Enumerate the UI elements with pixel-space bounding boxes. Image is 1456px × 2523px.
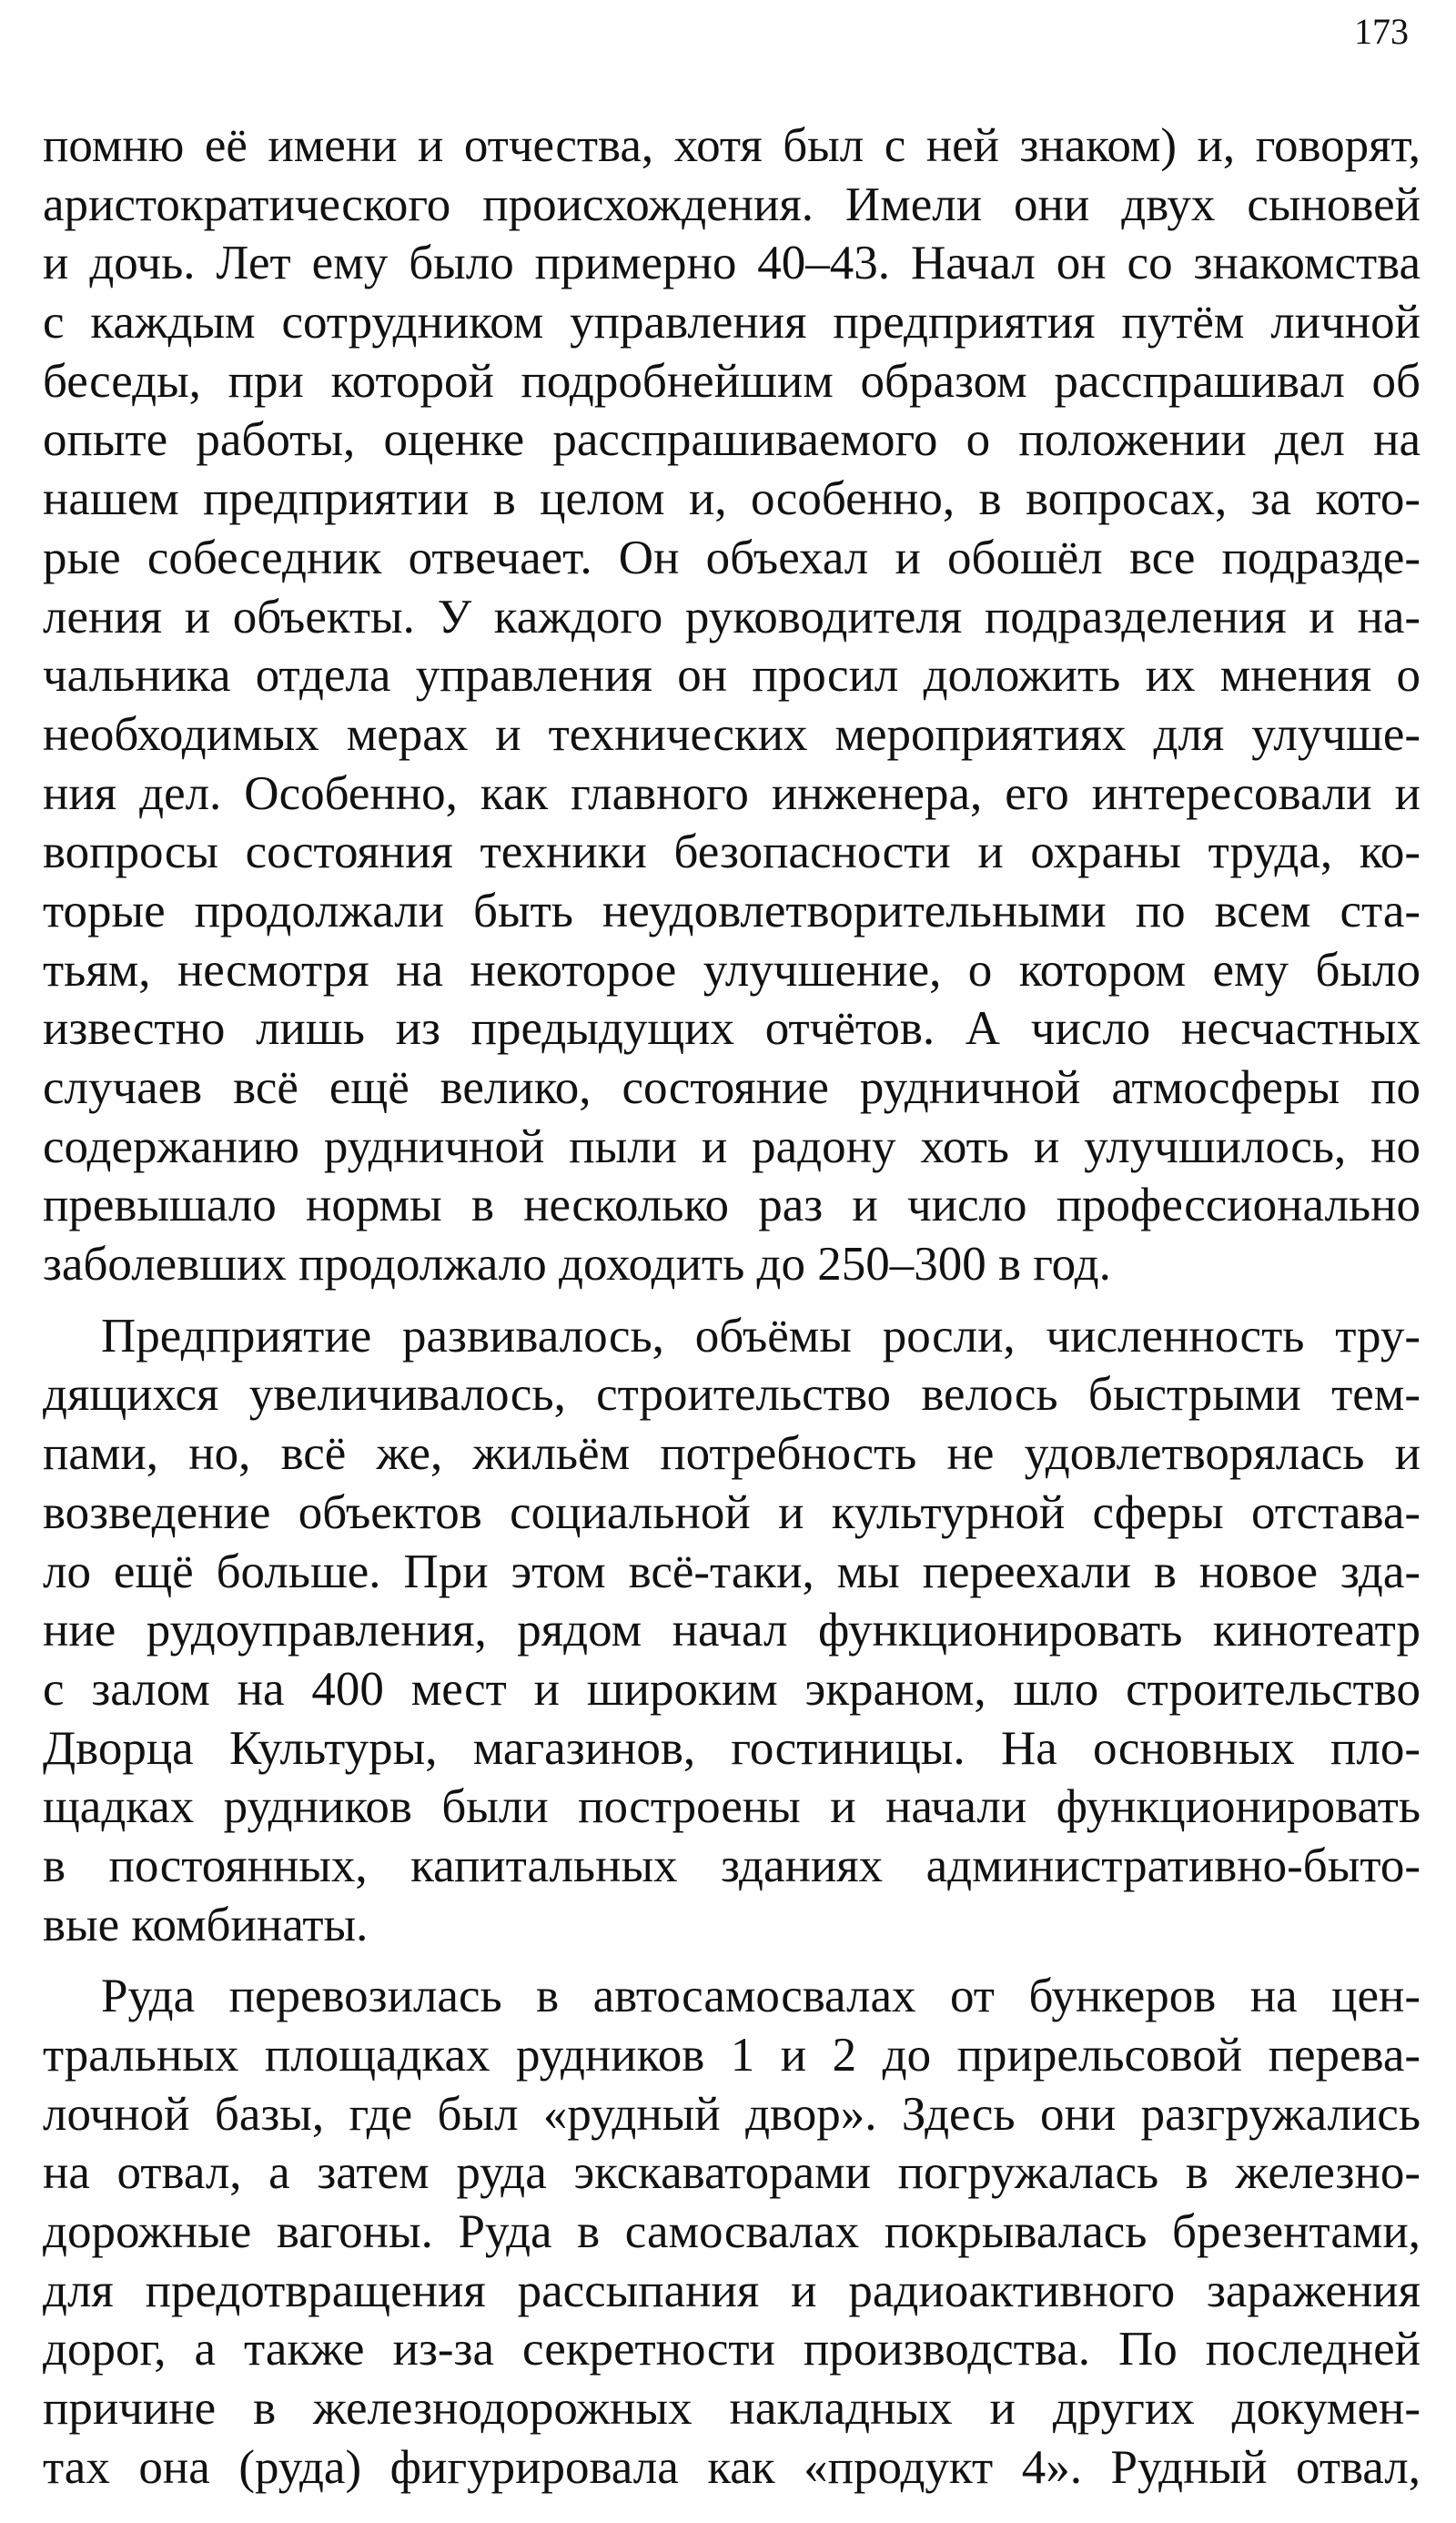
paragraph-3 xyxy=(43,1967,1421,2497)
text-line: известно лишь из предыдущих отчётов. А число несчастных xyxy=(43,1002,1421,1056)
paragraph-1 xyxy=(43,117,1421,1294)
text-line: и дочь. Лет ему было примерно 40–43. Начал он со знакомства xyxy=(43,237,1421,290)
text-line: Предприятие развивалось, объёмы росли, численность тру- xyxy=(101,1309,1421,1363)
text-line: дорог, а также из-за секретности производства. По последней xyxy=(43,2323,1421,2376)
text-line: причине в железнодорожных накладных и других докумен- xyxy=(43,2382,1421,2436)
text-line: содержанию рудничной пыли и радону хоть и улучшилось, но xyxy=(43,1120,1421,1173)
text-line: чальника отдела управления он просил доложить их мнения о xyxy=(43,649,1421,703)
text-line: заболевших продолжало доходить до 250–300 в год. xyxy=(43,1238,1111,1292)
text-line: с залом на 400 мест и широким экраном, шло строительство xyxy=(43,1662,1421,1716)
text-line: на отвал, а затем руда экскаваторами погружалась в железно- xyxy=(43,2146,1421,2200)
text-line: в постоянных, капитальных зданиях административно-быто- xyxy=(43,1839,1421,1892)
text-line: дящихся увеличивалось, строительство велось быстрыми тем- xyxy=(43,1368,1421,1422)
text-line: опыте работы, оценке расспрашиваемого о положении дел на xyxy=(43,413,1421,467)
text-line: возведение объектов социальной и культурной сферы отстава- xyxy=(43,1485,1421,1539)
text-line: с каждым сотрудником управления предприятия путём личной xyxy=(43,296,1421,350)
text-line: для предотвращения рассыпания и радиоактивного заражения xyxy=(43,2264,1421,2317)
text-line: ние рудоуправления, рядом начал функционировать кинотеатр xyxy=(43,1604,1421,1657)
text-line: щадках рудников были построены и начали функционировать xyxy=(43,1780,1421,1834)
text-line: помню её имени и отчества, хотя был с ней знаком) и, говорят, xyxy=(43,119,1421,172)
paragraph-gap xyxy=(43,1954,1421,1967)
text-line: ло ещё больше. При этом всё-таки, мы переехали в новое зда- xyxy=(43,1545,1421,1598)
text-line: вопросы состояния техники безопасности и охраны труда, ко- xyxy=(43,826,1421,879)
text-line: ния дел. Особенно, как главного инженера, его интересовали и xyxy=(43,766,1421,820)
text-line: тральных площадках рудников 1 и 2 до прирельсовой перева- xyxy=(43,2029,1421,2082)
paragraph-gap xyxy=(43,1294,1421,1307)
text-line: необходимых мерах и технических мероприятиях для улучше- xyxy=(43,707,1421,761)
text-line: беседы, при которой подробнейшим образом расспрашивал об xyxy=(43,354,1421,408)
text-line: случаев всё ещё велико, состояние рудничной атмосферы по xyxy=(43,1061,1421,1114)
page-text xyxy=(43,117,1421,2498)
text-line: торые продолжали быть неудовлетворительными по всем ста- xyxy=(43,884,1421,937)
text-line: превышало нормы в несколько раз и число профессионально xyxy=(43,1179,1421,1232)
text-line: Руда перевозилась в автосамосвалах от бункеров на цен- xyxy=(101,1970,1421,2023)
text-line: тах она (руда) фигурировала как «продукт 4». Рудный отвал, xyxy=(43,2440,1421,2494)
text-line: ления и объекты. У каждого руководителя подразделения и на- xyxy=(43,590,1421,643)
page-number: 173 xyxy=(1354,11,1409,52)
text-line: пами, но, всё же, жильём потребность не удовлетворялась и xyxy=(43,1427,1421,1481)
text-line: аристократического происхождения. Имели они двух сыновей xyxy=(43,177,1421,231)
text-line: нашем предприятии в целом и, особенно, в вопросах, за кото- xyxy=(43,472,1421,526)
text-line: рые собеседник отвечает. Он объехал и обошёл все подразде- xyxy=(43,531,1421,584)
text-line: лочной базы, где был «рудный двор». Здесь они разгружались xyxy=(43,2087,1421,2141)
text-line: тьям, несмотря на некоторое улучшение, о котором ему было xyxy=(43,943,1421,997)
text-line: вые комбинаты. xyxy=(43,1898,369,1951)
text-line: дорожные вагоны. Руда в самосвалах покрывалась брезентами, xyxy=(43,2205,1421,2259)
text-line: Дворца Культуры, магазинов, гостиницы. На основных пло- xyxy=(43,1721,1421,1775)
paragraph-2 xyxy=(43,1307,1421,1955)
